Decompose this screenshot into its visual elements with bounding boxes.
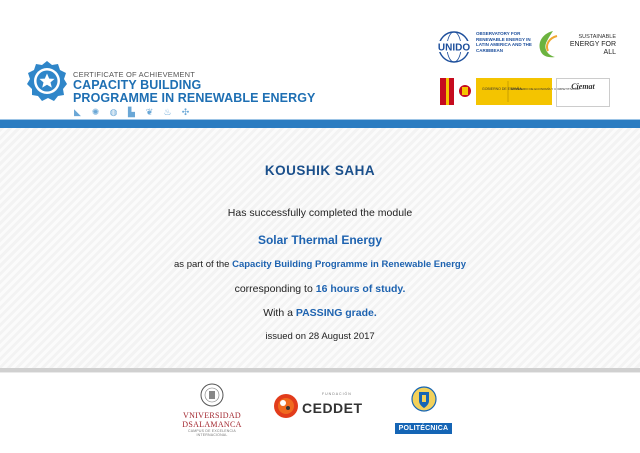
ceddet-foundation-label: FUNDACIÓN — [322, 392, 352, 396]
salamanca-line1: VNIVERSIDAD — [183, 411, 241, 420]
header-divider-bar — [0, 120, 640, 128]
module-name: Solar Thermal Energy — [257, 233, 383, 247]
water-icon: ◍ — [109, 107, 118, 117]
spain-ministry-label: MINISTERIO DE ECONOMÍA Y COMPETITIVIDAD — [511, 87, 580, 91]
grade-value: PASSING grade. — [295, 307, 377, 319]
program-title-line1: CAPACITY BUILDING — [73, 78, 202, 92]
drop-icon: ♨ — [163, 107, 172, 117]
recipient-name: KOUSHIK SAHA — [264, 163, 376, 178]
program-title-line2: PROGRAMME IN RENEWABLE ENERGY — [73, 91, 316, 105]
solar-panel-icon: ◣ — [74, 107, 81, 117]
award-badge-icon — [25, 60, 69, 104]
programme-statement — [0, 259, 640, 270]
issue-date: issued on 28 August 2017 — [265, 331, 375, 342]
hours-prefix: corresponding to — [234, 283, 313, 295]
turbine-icon: ✣ — [181, 107, 190, 117]
footer-divider — [0, 368, 640, 372]
ciemat-logo — [556, 78, 610, 107]
certificate-label: CERTIFICATE OF ACHIEVEMENT — [73, 70, 196, 79]
unido-logo — [433, 30, 475, 64]
spain-government-label: GOBIERNO DE ESPAÑA — [482, 87, 522, 91]
completion-statement: Has successfully completed the module — [227, 207, 413, 219]
salamanca-line2: DSALAMANCA — [182, 419, 242, 429]
spain-ministry-logo — [440, 78, 580, 105]
se4all-line1: SUSTAINABLE — [578, 34, 616, 40]
se4all-line2: ENERGY FOR ALL — [569, 41, 616, 56]
hours-statement — [0, 283, 640, 295]
leaf-icon: ❦ — [145, 107, 154, 117]
salamanca-campus-label: CAMPUS DE EXCELENCIA INTERNACIONAL — [188, 429, 236, 437]
ceddet-wordmark: CEDDET — [302, 400, 363, 416]
study-hours: 16 hours of study. — [315, 283, 406, 295]
certificate-title-block — [73, 70, 316, 105]
ceddet-circle-icon — [273, 393, 299, 419]
salamanca-crest-icon — [199, 383, 225, 407]
se4all-text — [556, 34, 616, 57]
energy-icons-row — [73, 108, 190, 117]
certificate-header — [0, 0, 640, 128]
politecnica-label: POLITÉCNICA — [395, 423, 452, 434]
wind-icon: ✺ — [91, 107, 100, 117]
politecnica-shield-icon — [411, 385, 437, 415]
programme-name: Capacity Building Programme in Renewable Energy — [232, 259, 466, 270]
grade-prefix: With a — [263, 307, 293, 319]
salamanca-logo — [177, 383, 247, 437]
unido-wordmark: UNIDO — [437, 42, 471, 54]
grade-statement — [0, 307, 640, 319]
unido-observatory-text: OBSERVATORY FOR RENEWABLE ENERGY IN LATIN AMERICA AND THE CARIBBEAN — [476, 31, 532, 53]
factory-icon: ▙ — [128, 107, 135, 117]
politecnica-logo — [395, 385, 452, 434]
ciemat-wordmark: Ciemat — [571, 82, 595, 91]
programme-prefix: as part of the — [174, 259, 230, 270]
